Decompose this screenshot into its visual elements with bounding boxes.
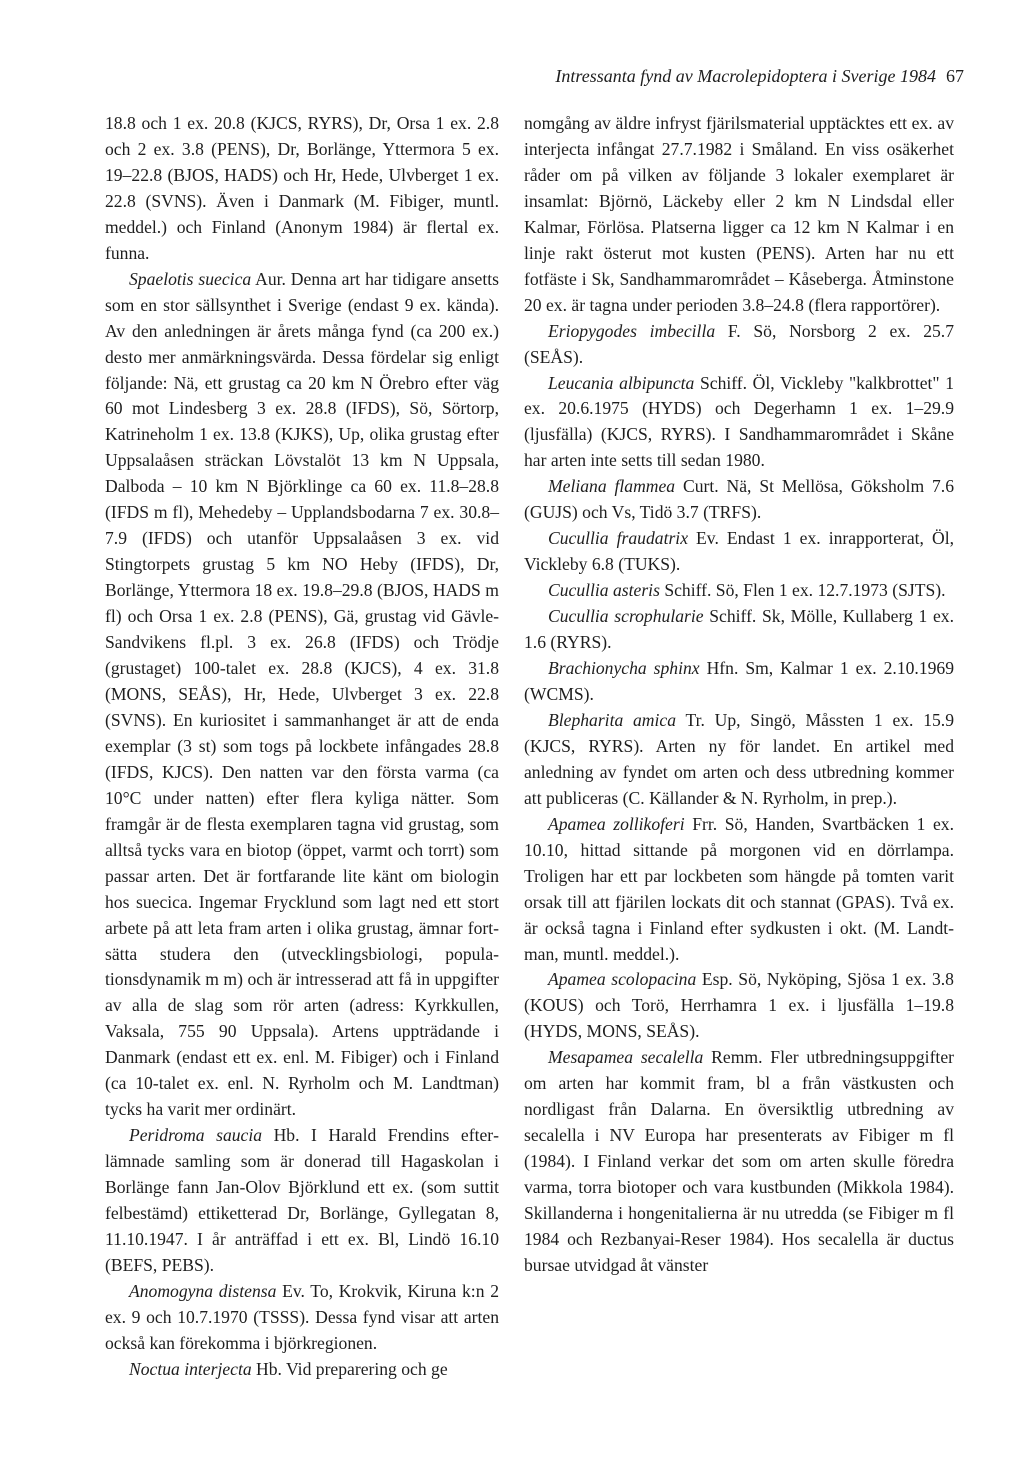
- species-entry: [524, 526, 954, 578]
- species-name: Cucullia scrophularie: [548, 606, 704, 627]
- paragraph-text: 18.8 och 1 ex. 20.8 (KJCS, RYRS), Dr, Orsa 1 ex. 2.8 och 2 ex. 3.8 (PENS), Dr, Borlänge, Yttermora 5 ex. 19–22.8 (BJOS, HADS) och Hr, Hede, Ulvberget 1 ex. 22.8 (SVNS). Även i Danmark (M. Fibiger, muntl. meddel.) och Finland (Anonym 1984) är flertal ex. funna.: [105, 113, 499, 263]
- running-header-title: Intressanta fynd av Macrolepidoptera i Sverige 1984: [555, 66, 936, 86]
- species-entry: [105, 267, 499, 1123]
- paragraph: [105, 111, 499, 267]
- species-entry: [524, 708, 954, 812]
- species-name: Spaelotis suecica: [129, 268, 252, 289]
- species-entry: [524, 656, 954, 708]
- species-name: Leucania albipuncta: [548, 372, 695, 393]
- page-number: 67: [946, 66, 964, 86]
- entry-text: Schiff. Sk, Mölle, Kullaberg 1 ex. 1.6 (RYRS).: [524, 606, 954, 653]
- species-entry: [524, 967, 954, 1045]
- entry-text: Tr. Up, Singö, Måssten 1 ex. 15.9 (KJCS, RYRS). Arten ny för landet. En artikel med anledning av fyndet om arten och dess utbredning kommer att publiceras (C. Källander & N. Ryrholm, in prep.).: [524, 709, 954, 808]
- species-name: Cucullia asteris: [548, 580, 660, 601]
- species-name: Cucullia fraudatrix: [548, 528, 688, 549]
- entry-text: Aur. Denna art har tidigare ansetts som en stor sällsynthet i Sverige (endast 9 ex. kända). Av den anledningen är årets många fynd (ca 200 ex.) desto mer anmärkningsvärda. Dessa fördelar sig enligt följande: Nä, ett grustag ca 20 km N Örebro efter väg 60 mot Lindesberg 3 ex. 28.8 (IFDS), Sö, Sörtorp, Katrineholm 1 ex. 13.8 (KJKS), Up, olika grustag efter Uppsalaåsen sträckan Lövstalöt 13 km N Uppsala, Dalboda – 10 km N Björklinge ca 60 ex. 11.8–28.8 (IFDS m fl), Mehedeby – Upplandsbodarna 7 ex. 30.8–7.9 (IFDS) och utanför Uppsalaåsen 3 ex. vid Stingtorpets grustag 5 km NO Heby (IFDS), Dr, Borlänge, Yttermora 18 ex. 19.8–29.8 (BJOS, HADS m fl) och Orsa 1 ex. 2.8 (PENS), Gä, grustag vid Gävle-Sandvikens fl.pl. 3 ex. 26.8 (IFDS) och Trödje (grustaget) 100-talet ex. 28.8 (KJCS), 4 ex. 31.8 (MONS, SEÅS), Hr, Hede, Ulvberget 3 ex. 22.8 (SVNS). En kuriositet i sammanhanget är att de enda exemplar (3 st) som togs på lockbete infångades 28.8 (IFDS, KJCS). Den natten var den första varma (ca 10°C under natten) efter flera kyliga nätter. Som framgår är de flesta exemplaren tagna vid grustag, som alltså tycks vara en biotop (öppet, varmt och torrt) som passar arten. Det är fortfarande lite känt om biologin hos suecica. Ingemar Frycklund som lagt ned ett stort arbete på att leta fram arten i olika grustag, ämnar fortsätta studera den (utvecklingsbiologi, populationsdynamik m m) och är intresserad att få in uppgifter av alla de slag som rör arten (adress: Kyrkkullen, Vaksala, 755 90 Uppsala). Artens uppträdande i Danmark (endast ett ex. enl. M. Fibiger) och i Finland (ca 10-talet ex. enl. N. Ryrholm och M. Landtman) tycks ha varit mer ordinärt.: [105, 268, 499, 1120]
- species-name: Meliana flammea: [548, 476, 676, 497]
- entry-text: Frr. Sö, Handen, Svartbäcken 1 ex. 10.10, hittad sittande på morgonen vid en dörrlampa. Troligen har ett par lockbeten som hängde på tomten varit orsak till att fjärilen lockats dit och stannat (GPAS). Två ex. är också tagna i Finland efter sydkusten i okt. (M. Landtman, muntl. meddel.).: [524, 813, 954, 964]
- species-entry: [524, 604, 954, 656]
- species-name: Mesapamea secalella: [548, 1047, 704, 1068]
- species-entry: [524, 371, 954, 475]
- species-entry: [105, 1279, 499, 1357]
- entry-text: Curt. Nä, St Mellösa, Göksholm 7.6 (GUJS) och Vs, Tidö 3.7 (TRFS).: [524, 476, 955, 523]
- paragraph-text: nomgång av äldre infryst fjärilsmaterial upptäcktes ett ex. av interjecta infångat 27.7.1982 i Småland. En viss osäkerhet råder om på vilken av följande 3 lokaler exemplaret är insamlat: Björnö, Läckeby eller 2 km N Lindsdal eller Kalmar, Förlösa. Platserna ligger ca 12 km N Kalmar i en linje rakt österut mot kusten (PENS). Arten har nu ett fotfäste i Sk, Sandhammarområdet – Kåseberga. Åtminstone 20 ex. är tagna under perioden 3.8–24.8 (flera rapportörer).: [524, 113, 954, 315]
- species-entry: [524, 578, 954, 604]
- species-entry: [524, 474, 954, 526]
- right-column: [524, 111, 954, 1279]
- entry-text: Esp. Sö, Nyköping, Sjösa 1 ex. 3.8 (KOUS) och Torö, Herrhamra 1 ex. i ljusfälla 1–19.8 (HYDS, MONS, SEÅS).: [524, 969, 954, 1042]
- species-entry: [105, 1357, 499, 1383]
- entry-text: Schiff. Sö, Flen 1 ex. 12.7.1973 (SJTS).: [659, 580, 946, 601]
- paragraph: [524, 111, 954, 319]
- species-name: Eriopygodes imbecilla: [548, 320, 716, 341]
- entry-text: F. Sö, Norsborg 2 ex. 25.7 (SEÅS).: [524, 320, 954, 367]
- entry-text: Ev. Endast 1 ex. inrapporterat, Öl, Vickleby 6.8 (TUKS).: [524, 528, 954, 575]
- species-name: Apamea scolopacina: [548, 969, 697, 990]
- species-name: Peridroma saucia: [129, 1125, 263, 1146]
- running-header: [460, 64, 964, 88]
- entry-text: Schiff. Öl, Vickleby "kalkbrottet" 1 ex. 20.6.1975 (HYDS) och Degerhamn 1 ex. 1–29.9 (ljusfälla) (KJCS, RYRS). I Sandhammarområdet i Skåne har arten inte setts till sedan 1980.: [524, 372, 954, 471]
- species-name: Anomogyna distensa: [129, 1280, 277, 1301]
- species-entry: [524, 812, 954, 968]
- entry-text: Remm. Fler utbredningsuppgifter om arten har kommit fram, bl a från västkusten och nordligast från Dalarna. En översiktlig utbredning av secalella i NV Europa har presenterats av Fibiger m fl (1984). I Finland verkar det som om arten skulle föredra varma, torra biotoper och vara kustbunden (Mikkola 1984). Skillanderna i hongenitalierna är nu utredda (se Fibiger m fl 1984 och Rezbanyai-Reser 1984). Hos secalella är ductus bursae utvidgad åt vänster: [524, 1047, 954, 1275]
- species-name: Brachionycha sphinx: [548, 658, 700, 679]
- species-name: Apamea zollikoferi: [548, 813, 685, 834]
- left-column: [105, 111, 499, 1383]
- species-entry: [524, 319, 954, 371]
- entry-text: Ev. To, Krokvik, Kiruna k:n 2 ex. 9 och 10.7.1970 (TSSS). Dessa fynd visar att arten också kan förekomma i björkregionen.: [105, 1280, 499, 1353]
- species-name: Blepharita amica: [548, 709, 677, 730]
- entry-text: Hfn. Sm, Kalmar 1 ex. 2.10.1969 (WCMS).: [524, 658, 955, 704]
- species-entry: [524, 1045, 954, 1279]
- entry-text: Hb. I Harald Frendins efterlämnade samling som är donerad till Hagaskolan i Borlänge fann Jan-Olov Björklund ett ex. (som suttit felbestämd) ettiketterad Dr, Borlänge, Gyllegatan 8, 11.10.1947. I år anträffad i ett ex. Bl, Lindö 16.10 (BEFS, PEBS).: [105, 1125, 499, 1275]
- species-name: Noctua interjecta: [129, 1358, 252, 1379]
- species-entry: [105, 1123, 499, 1279]
- entry-text: Hb. Vid preparering och ge: [251, 1358, 448, 1379]
